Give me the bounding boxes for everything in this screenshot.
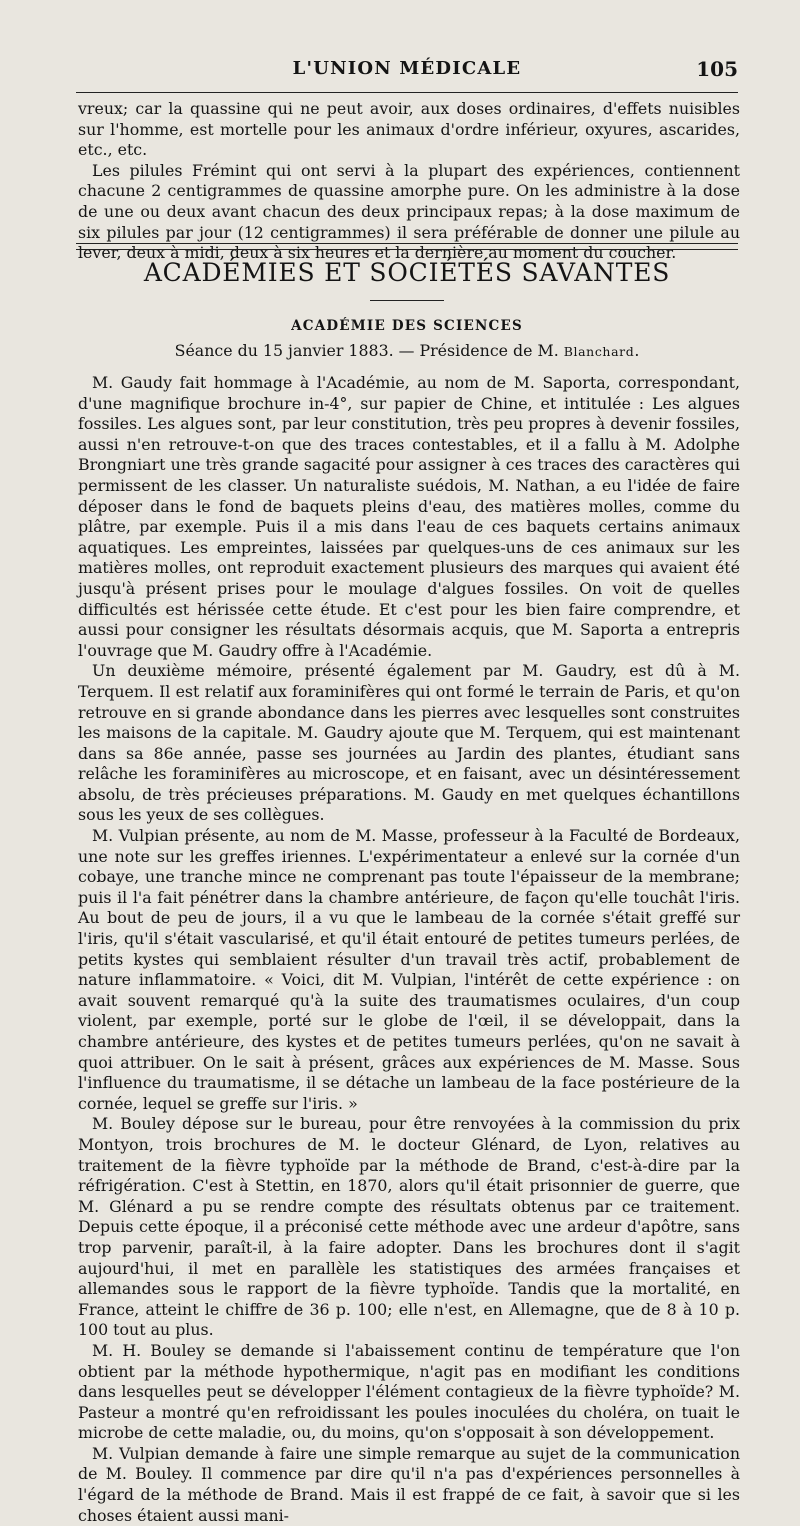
- title-underline: [370, 300, 444, 301]
- article-paragraph-4: M. Bouley dépose sur le bureau, pour être renvoyées à la commission du prix Montyon, trois brochures de M. le docteur Glénard, de Lyon, relatives au traitement de la fièvre typhoïde par la méthode de Brand, c'est-à-dire par la réfrigération. C'est à Stettin, en 1870, alors qu'il était prisonnier de guerre, que M. Glénard a pu se rendre compte des résultats obtenus par ce traitement. Depuis cette époque, il a préconisé cette méthode avec une ardeur d'apôtre, sans trop parvenir, paraît-il, à la faire adopter. Dans les brochures dont il s'agit aujourd'hui, il met en parallèle les statistiques des armées françaises et allemandes sous le rapport de la fièvre typhoïde. Tandis que la mortalité, en France, atteint le chiffre de 36 p. 100; elle n'est, en Allemagne, que de 8 à 10 p. 100 tout au plus.: [78, 1114, 740, 1340]
- header-rule: [76, 92, 738, 93]
- session-suffix: .: [634, 341, 640, 360]
- section-title: ACADÉMIES ET SOCIÉTÉS SAVANTES: [143, 258, 671, 287]
- article-paragraph-2: Un deuxième mémoire, présenté également par M. Gaudry, est dû à M. Terquem. Il est relatif aux foraminifères qui ont formé le terrain de Paris, et qu'on retrouve en si grande abondance dans les pierres avec lesquelles sont construites les maisons de la capitale. M. Gaudry ajoute que M. Terquem, qui est maintenant dans sa 86e année, passe ses journées au Jardin des plantes, étudiant sans relâche les foraminifères au microscope, et en faisant, avec un désintéressement absolu, de très précieuses préparations. M. Gaudy en met quelques échantillons sous les yeux de ses collègues.: [78, 661, 740, 825]
- intro-paragraph-2: Les pilules Frémint qui ont servi à la plupart des expériences, contiennent chacune 2 centigrammes de quassine amorphe pure. On les administre à la dose de une ou deux avant chacun des deux principaux repas; à la dose maximum de six pilules par jour (12 centigrammes) il sera préférable de donner une pilule au lever, deux à midi, deux à six heures et la dernière au moment du coucher.: [78, 160, 740, 263]
- article-paragraph-6: M. Vulpian demande à faire une simple remarque au sujet de la communication de M. Bouley. Il commence par dire qu'il n'a pas d'expériences personnelles à l'égard de la méthode de Brand. Mais il est frappé de ce fait, à savoir que si les choses étaient aussi mani-: [78, 1443, 740, 1525]
- academy-heading: ACADÉMIE DES SCIENCES: [291, 318, 523, 334]
- session-date: Séance du 15 janvier 1883. — Présidence de M.: [174, 341, 559, 360]
- article-paragraph-3: M. Vulpian présente, au nom de M. Masse, professeur à la Faculté de Bordeaux, une note sur les greffes iriennes. L'expérimentateur a enlevé sur la cornée d'un cobaye, une tranche mince ne comprenant pas toute l'épaisseur de la membrane; puis il l'a fait pénétrer dans la chambre antérieure, de façon qu'elle touchât l'iris. Au bout de peu de jours, il a vu que le lambeau de la cornée s'était greffé sur l'iris, qu'il s'était vascularisé, et qu'il était entouré de petites tumeurs perlées, de petits kystes qui semblaient résulter d'un travail très actif, probablement de nature inflammatoire. « Voici, dit M. Vulpian, l'intérêt de cette expérience : on avait souvent remarqué qu'à la suite des traumatismes oculaires, d'un coup violent, par exemple, porté sur le globe de l'œil, il se développait, dans la chambre antérieure, des kystes et de petites tumeurs perlées, qu'on ne savait à quoi attribuer. On le sait à présent, grâces aux expériences de M. Masse. Sous l'influence du traumatisme, il se détache un lambeau de la face postérieure de la cornée, lequel se greffe sur l'iris. »: [78, 826, 740, 1113]
- president-name: Blanchard: [563, 344, 635, 359]
- section-divider: [76, 243, 738, 250]
- session-line: [76, 341, 738, 360]
- article-paragraph-5: M. H. Bouley se demande si l'abaissement continu de température que l'on obtient par la méthode hypothermique, n'agit pas en modifiant les conditions dans lesquelles peut se développer l'élément contagieux de la fièvre typhoïde? M. Pasteur a montré qu'en refroidissant les poules inoculées du choléra, on tuait le microbe de cette maladie, ou, du moins, qu'on s'opposait à son développement.: [78, 1340, 740, 1443]
- page-header: [76, 54, 738, 88]
- intro-paragraph-1: vreux; car la quassine qui ne peut avoir, aux doses ordinaires, d'effets nuisibles sur l'homme, est mortelle pour les animaux d'ordre inférieur, oxyures, ascarides, etc., etc.: [78, 99, 740, 160]
- article-body: [78, 373, 740, 1526]
- page-number: 105: [696, 57, 738, 81]
- article-paragraph-1: M. Gaudy fait hommage à l'Académie, au nom de M. Saporta, correspondant, d'une magnifique brochure in-4°, sur papier de Chine, et intitulée : Les algues fossiles. Les algues sont, par leur constitution, très peu propres à devenir fossiles, aussi n'en retrouve-t-on que des traces contestables, et il a fallu à M. Adolphe Brongniart une très grande sagacité pour assigner à ces traces des caractères qui permissent de les classer. Un naturaliste suédois, M. Nathan, a eu l'idée de faire déposer dans le fond de baquets pleins d'eau, des matières molles, comme du plâtre, par exemple. Puis il a mis dans l'eau de ces baquets certains animaux aquatiques. Les empreintes, laissées par quelques-uns de ces animaux sur les matières molles, ont reproduit exactement plusieurs des marques qui avaient été jusqu'à présent prises pour le moulage d'algues fossiles. On voit de quelles difficultés est hérissée cette étude. Et c'est pour les bien faire comprendre, et aussi pour consigner les résultats désormais acquis, que M. Saporta a entrepris l'ouvrage que M. Gaudry offre à l'Académie.: [78, 373, 740, 660]
- intro-text: [78, 99, 740, 264]
- running-title: L'UNION MÉDICALE: [292, 58, 522, 79]
